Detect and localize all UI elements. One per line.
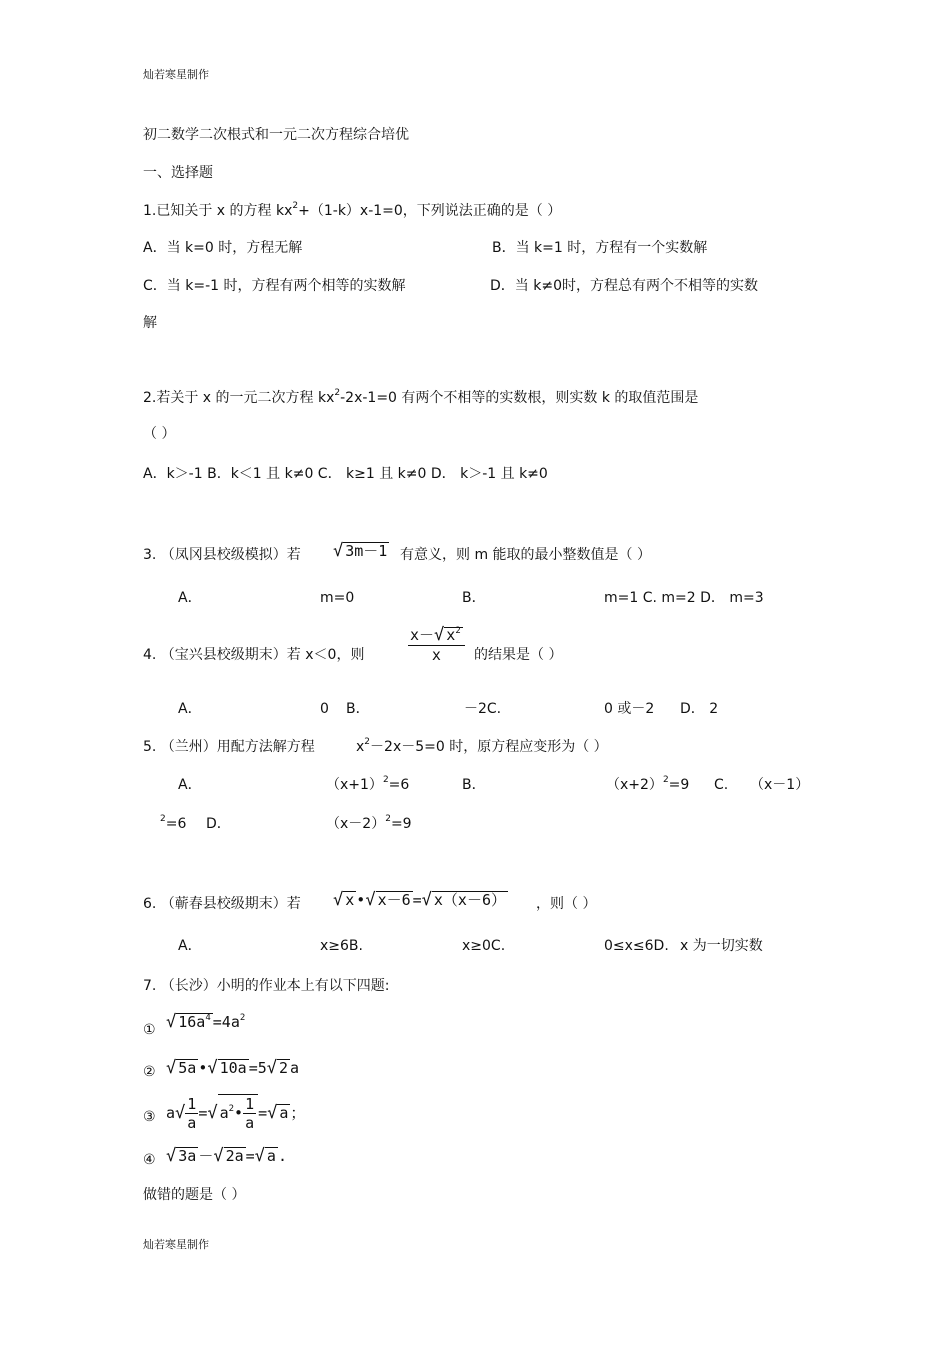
- question-7-item-4-expression: √ 3a －√ 2a =√ a .: [166, 1146, 287, 1166]
- question-6-option-b-value: x≥0C.: [462, 938, 506, 954]
- question-7-item-2-marker: ②: [143, 1064, 156, 1080]
- question-1-option-a: A．当 k=0 时，方程无解: [143, 240, 303, 256]
- question-4-option-a: A．: [178, 701, 202, 717]
- question-6-stem-start: 6. （蕲春县校级期末）若: [143, 896, 301, 912]
- question-2-answer-paren: （ ）: [143, 426, 176, 442]
- question-5-option-b-value: $(x+2)^2=9$: [606, 775, 690, 793]
- question-7-item-4-marker: ④: [143, 1152, 156, 1168]
- question-5-option-a: A．: [178, 777, 202, 793]
- question-7-stem: 7. （长沙）小明的作业本上有以下四题:: [143, 978, 390, 994]
- question-2-options: A．k＞-1 B．k＜1 且 k≠0 C． k≥1 且 k≠0 D． k＞-1 且 k≠0: [143, 466, 548, 482]
- question-1-option-b: B．当 k=1 时，方程有一个实数解: [492, 240, 708, 256]
- question-6-radical-expression: √ x •√ x－6 =√ x（x－6）: [333, 890, 506, 910]
- question-1-stem: 1.已知关于 x 的方程 $kx^2+(1-k)x-1=0$，下列说法正确的是（ ）: [143, 201, 562, 219]
- page-header: 灿若寒星制作: [143, 68, 209, 81]
- question-3-stem-end: 有意义，则 m 能取的最小整数值是（ ）: [400, 547, 651, 563]
- question-3-stem-start: 3. （凤冈县校级模拟）若: [143, 547, 301, 563]
- question-4-option-d: D． 2: [680, 701, 719, 717]
- question-7-item-1-expression: √ $16a^4 =4a^2$: [166, 1012, 246, 1032]
- question-6-option-a-value: x≥6B.: [320, 938, 363, 954]
- question-1-option-d-cont: 解: [143, 315, 157, 331]
- question-3-options-rest: m=1 C. m=2 D． m=3: [604, 590, 764, 606]
- question-4-fraction: $\frac{x-√ x^2}{x}$: [408, 626, 465, 664]
- question-4-option-c-value: 0 或－2: [604, 701, 655, 717]
- question-3-radical: √ 3m－1: [333, 541, 388, 561]
- question-7-item-1-marker: ①: [143, 1022, 156, 1038]
- question-5-option-c: C.: [714, 777, 729, 793]
- question-7-item-3-expression: a√ $\frac{1}{a}$ =√ $a^2•$ $\frac{1}{a}$ =√ a ；: [166, 1095, 306, 1132]
- question-5-option-a-value: $(x+1)^2=6$: [326, 775, 410, 793]
- question-5-option-b: B．: [462, 777, 486, 793]
- question-1-option-c: C．当 k=-1 时，方程有两个相等的实数解: [143, 278, 406, 294]
- question-4-stem-start: 4. （宝兴县校级期末）若 x＜0，则: [143, 647, 365, 663]
- question-3-option-a-value: m=0: [320, 590, 355, 606]
- question-3-option-a: A．: [178, 590, 202, 606]
- question-6-option-d-value: x 为一切实数: [680, 938, 763, 954]
- question-5-option-d-value: $(x-2)^2=9$: [326, 814, 412, 832]
- question-4-option-b-value: －2C.: [464, 701, 502, 717]
- question-7-item-3-marker: ③: [143, 1109, 156, 1125]
- section-heading: 一、选择题: [143, 165, 213, 181]
- question-6-stem-end: ，则（ ）: [536, 896, 597, 912]
- question-6-option-c-value: 0≤x≤6D.: [604, 938, 669, 954]
- question-4-stem-end: 的结果是（ ）: [474, 647, 563, 663]
- question-4-option-b: B．: [346, 701, 370, 717]
- question-5-stem-start: 5. （兰州）用配方法解方程: [143, 739, 315, 755]
- question-5-option-d: D．: [206, 816, 231, 832]
- question-3-option-b: B．: [462, 590, 486, 606]
- question-4-option-a-value: 0: [320, 701, 329, 717]
- question-7-item-2-expression: √ 5a •√ 10a =5√ 2 a: [166, 1058, 300, 1078]
- question-5-option-c-value: （x－1）: [750, 777, 810, 793]
- question-6-option-a: A．: [178, 938, 202, 954]
- page-footer: 灿若寒星制作: [143, 1238, 209, 1251]
- question-5-stem-equation: $x^2-2x-5=0$ 时，原方程应变形为（ ）: [356, 737, 608, 755]
- question-1-option-d: D．当 k≠0时，方程总有两个不相等的实数: [490, 278, 758, 294]
- document-title: 初二数学二次根式和一元二次方程综合培优: [143, 127, 409, 143]
- question-5-option-c-value-cont: $^2$=6: [160, 814, 187, 832]
- question-7-ask: 做错的题是（ ）: [143, 1187, 246, 1203]
- question-2-stem: 2.若关于 x 的一元二次方程 $kx^2-2x-1=0$ 有两个不相等的实数根，则实数 k 的取值范围是: [143, 388, 699, 406]
